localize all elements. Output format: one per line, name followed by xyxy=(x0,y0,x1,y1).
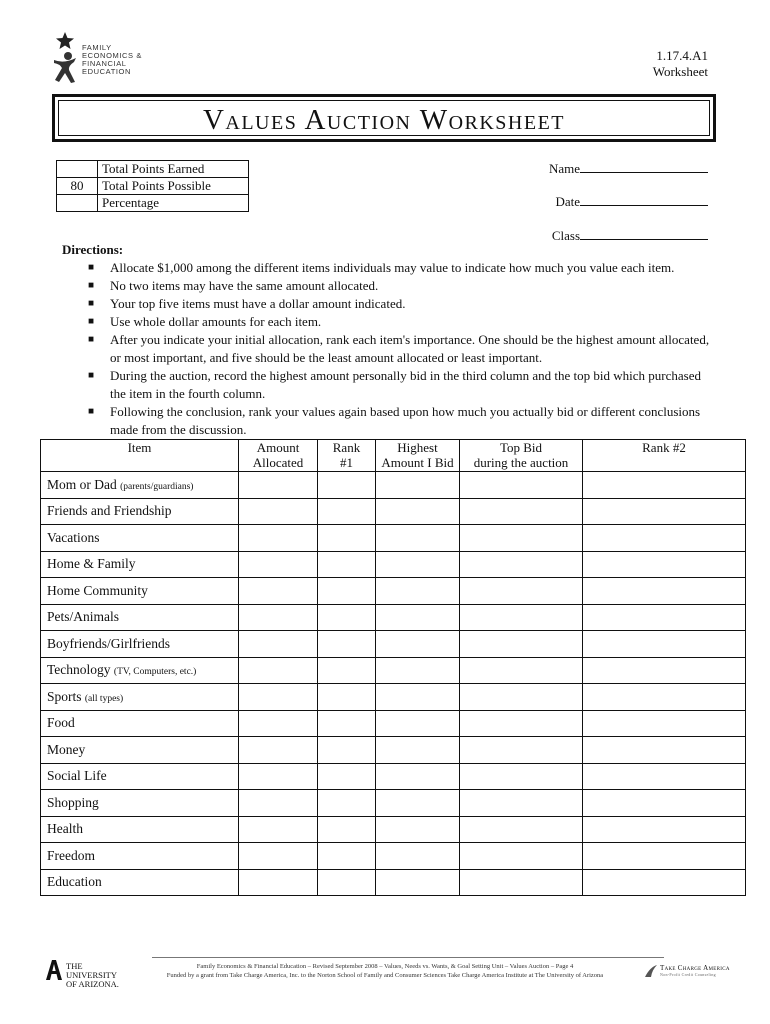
sponsor-name: Take Charge America xyxy=(660,964,730,972)
points-value[interactable] xyxy=(57,195,98,212)
item-label: Social Life xyxy=(47,768,107,784)
direction-item: ■ Following the conclusion, rank your values again based upon how much you actually bid or different conclusions made from the discussion. xyxy=(88,404,701,437)
item-cell xyxy=(41,604,239,631)
highest-bid-cell[interactable] xyxy=(376,737,460,764)
date-field[interactable] xyxy=(555,193,708,210)
directions xyxy=(62,241,712,439)
item-label: Sports xyxy=(47,688,82,704)
table-header xyxy=(41,440,746,472)
footer-line-2: Funded by a grant from Take Charge America, Inc. to the Norton School of Family and Consumer Sciences Take Charge America Institute at The University of Arizona xyxy=(166,972,604,979)
item-label: Pets/Animals xyxy=(47,609,120,625)
values-table xyxy=(40,439,746,896)
top-bid-cell[interactable] xyxy=(460,604,583,631)
top-bid-cell[interactable] xyxy=(460,816,583,843)
points-row xyxy=(57,195,249,212)
amount-allocated-cell[interactable] xyxy=(239,631,318,658)
top-bid-cell[interactable] xyxy=(460,551,583,578)
university-name: THE UNIVERSITY xyxy=(66,961,117,980)
rank-2-cell[interactable] xyxy=(583,816,746,843)
page-title: Values Auction Worksheet xyxy=(202,104,566,136)
direction-item: ■ Use whole dollar amounts for each item. xyxy=(88,314,322,329)
highest-bid-cell[interactable] xyxy=(376,551,460,578)
star-figure-icon xyxy=(48,30,82,86)
rank-2-cell[interactable] xyxy=(583,498,746,525)
table-row xyxy=(41,684,746,711)
class-label: Class xyxy=(551,228,580,243)
item-label: Shopping xyxy=(47,794,99,810)
top-bid-cell[interactable] xyxy=(460,657,583,684)
top-bid-cell[interactable] xyxy=(460,631,583,658)
rank-1-cell[interactable] xyxy=(318,737,376,764)
doc-type: Worksheet xyxy=(652,64,708,79)
item-label: Technology xyxy=(47,662,111,678)
bullet-icon: ■ xyxy=(88,316,95,327)
footer-line-1: Family Economics & Financial Education – Revised September 2008 – Values, Needs vs. Wants, & Goal Setting Unit – Values Auction – Page 4 xyxy=(196,963,574,970)
points-label: Total Points Possible xyxy=(98,178,249,195)
item-cell xyxy=(41,578,239,605)
sponsor-swoosh-icon xyxy=(644,963,658,979)
direction-item: ■ During the auction, record the highest amount personally bid in the third column and the top bid which purchased the item in the fourth column. xyxy=(88,368,701,401)
top-bid-cell[interactable] xyxy=(460,472,583,499)
amount-allocated-cell[interactable] xyxy=(239,498,318,525)
table-row xyxy=(41,604,746,631)
highest-bid-cell[interactable] xyxy=(376,472,460,499)
table-row xyxy=(41,790,746,817)
amount-allocated-cell[interactable] xyxy=(239,551,318,578)
rank-2-cell[interactable] xyxy=(583,657,746,684)
table-row xyxy=(41,472,746,499)
table-row xyxy=(41,816,746,843)
item-label: Mom or Dad xyxy=(47,476,117,492)
col-rank-1: Rank #1 xyxy=(318,440,376,472)
top-bid-cell[interactable] xyxy=(460,578,583,605)
amount-allocated-cell[interactable] xyxy=(239,790,318,817)
footer-text xyxy=(140,962,630,980)
amount-allocated-cell[interactable] xyxy=(239,525,318,552)
rank-2-cell[interactable] xyxy=(583,604,746,631)
highest-bid-cell[interactable] xyxy=(376,498,460,525)
col-amount-allocated: Amount Allocated xyxy=(239,440,318,472)
org-line: FINANCIAL xyxy=(82,59,127,68)
item-label: Home Community xyxy=(47,582,148,598)
rank-2-cell[interactable] xyxy=(583,578,746,605)
amount-allocated-cell[interactable] xyxy=(239,763,318,790)
university-name: OF ARIZONA. xyxy=(66,979,119,989)
directions-list xyxy=(62,259,712,439)
points-row xyxy=(57,161,249,178)
rank-2-cell[interactable] xyxy=(583,843,746,870)
top-bid-cell[interactable] xyxy=(460,869,583,896)
rank-1-cell[interactable] xyxy=(318,684,376,711)
name-field[interactable] xyxy=(549,160,708,177)
amount-allocated-cell[interactable] xyxy=(239,737,318,764)
rank-2-cell[interactable] xyxy=(583,551,746,578)
bullet-icon: ■ xyxy=(88,406,95,417)
rank-1-cell[interactable] xyxy=(318,843,376,870)
item-cell xyxy=(41,763,239,790)
rank-2-cell[interactable] xyxy=(583,763,746,790)
rank-1-cell[interactable] xyxy=(318,525,376,552)
amount-allocated-cell[interactable] xyxy=(239,816,318,843)
amount-allocated-cell[interactable] xyxy=(239,684,318,711)
item-cell xyxy=(41,869,239,896)
doc-number: 1.17.4.A1 xyxy=(656,48,708,63)
name-label: Name xyxy=(548,161,580,176)
amount-allocated-cell[interactable] xyxy=(239,843,318,870)
rank-2-cell[interactable] xyxy=(583,684,746,711)
rank-1-cell[interactable] xyxy=(318,763,376,790)
direction-item: ■ After you indicate your initial allocation, rank each item's importance. One should be the highest amount allocated, or most important, and five should be the least amount allocated or least important. xyxy=(88,332,710,365)
item-label: Education xyxy=(47,874,102,890)
table-row xyxy=(41,551,746,578)
amount-allocated-cell[interactable] xyxy=(239,604,318,631)
item-cell xyxy=(41,684,239,711)
table-row xyxy=(41,843,746,870)
rank-2-cell[interactable] xyxy=(583,790,746,817)
item-cell xyxy=(41,710,239,737)
points-label: Total Points Earned xyxy=(98,161,249,178)
item-cell xyxy=(41,525,239,552)
direction-item: ■ No two items may have the same amount allocated. xyxy=(88,278,379,293)
rank-1-cell[interactable] xyxy=(318,631,376,658)
top-bid-cell[interactable] xyxy=(460,498,583,525)
rank-1-cell[interactable] xyxy=(318,498,376,525)
table-row xyxy=(41,578,746,605)
item-cell xyxy=(41,551,239,578)
org-line: FAMILY xyxy=(82,43,112,52)
rank-2-cell[interactable] xyxy=(583,869,746,896)
amount-allocated-cell[interactable] xyxy=(239,710,318,737)
direction-item: ■ Allocate $1,000 among the different items individuals may value to indicate how much you value each item. xyxy=(88,260,675,275)
rank-1-cell[interactable] xyxy=(318,790,376,817)
item-note: (parents/guardians) xyxy=(120,481,194,492)
item-cell xyxy=(41,631,239,658)
table-row xyxy=(41,631,746,658)
highest-bid-cell[interactable] xyxy=(376,525,460,552)
item-label: Vacations xyxy=(47,529,100,545)
top-bid-cell[interactable] xyxy=(460,737,583,764)
item-label: Friends and Friendship xyxy=(47,503,172,519)
points-table xyxy=(56,160,249,212)
points-value[interactable] xyxy=(57,161,98,178)
table-row xyxy=(41,737,746,764)
col-top-bid: Top Bid during the auction xyxy=(460,440,583,472)
table-row xyxy=(41,763,746,790)
top-bid-cell[interactable] xyxy=(460,763,583,790)
item-cell xyxy=(41,816,239,843)
item-cell xyxy=(41,737,239,764)
table-row xyxy=(41,710,746,737)
item-cell xyxy=(41,498,239,525)
fefe-logo xyxy=(48,30,158,86)
amount-allocated-cell[interactable] xyxy=(239,472,318,499)
item-cell xyxy=(41,790,239,817)
org-line: EDUCATION xyxy=(82,67,132,76)
col-rank-2: Rank #2 xyxy=(583,440,746,472)
rank-1-cell[interactable] xyxy=(318,578,376,605)
top-bid-cell[interactable] xyxy=(460,790,583,817)
item-label: Boyfriends/Girlfriends xyxy=(47,635,170,651)
rank-2-cell[interactable] xyxy=(583,631,746,658)
take-charge-america-logo xyxy=(644,963,744,981)
item-label: Home & Family xyxy=(47,556,136,572)
highest-bid-cell[interactable] xyxy=(376,604,460,631)
table-row xyxy=(41,498,746,525)
university-logo xyxy=(44,958,134,989)
highest-bid-cell[interactable] xyxy=(376,869,460,896)
directions-heading: Directions: xyxy=(62,242,124,257)
item-cell xyxy=(41,657,239,684)
item-note: (TV, Computers, etc.) xyxy=(113,667,197,678)
bullet-icon: ■ xyxy=(88,370,95,381)
col-item: Item xyxy=(41,440,239,472)
org-line: ECONOMICS & xyxy=(82,51,142,60)
rank-1-cell[interactable] xyxy=(318,816,376,843)
rank-1-cell[interactable] xyxy=(318,710,376,737)
points-row xyxy=(57,178,249,195)
rank-1-cell[interactable] xyxy=(318,604,376,631)
bullet-icon: ■ xyxy=(88,298,95,309)
top-bid-cell[interactable] xyxy=(460,710,583,737)
table-row xyxy=(41,657,746,684)
rank-2-cell[interactable] xyxy=(583,472,746,499)
table-row xyxy=(41,525,746,552)
bullet-icon: ■ xyxy=(88,262,95,273)
rank-1-cell[interactable] xyxy=(318,869,376,896)
highest-bid-cell[interactable] xyxy=(376,657,460,684)
sponsor-subtitle: Non-Profit Credit Counseling xyxy=(660,972,716,977)
highest-bid-cell[interactable] xyxy=(376,843,460,870)
rank-1-cell[interactable] xyxy=(318,472,376,499)
footer-divider xyxy=(152,957,664,958)
item-label: Money xyxy=(47,741,86,757)
rank-1-cell[interactable] xyxy=(318,551,376,578)
col-highest-bid: Highest Amount I Bid xyxy=(376,440,460,472)
points-label: Percentage xyxy=(98,195,249,212)
item-label: Food xyxy=(47,715,75,731)
item-cell xyxy=(41,843,239,870)
item-cell xyxy=(41,472,239,499)
amount-allocated-cell[interactable] xyxy=(239,657,318,684)
highest-bid-cell[interactable] xyxy=(376,763,460,790)
highest-bid-cell[interactable] xyxy=(376,578,460,605)
university-a-icon xyxy=(44,958,64,982)
highest-bid-cell[interactable] xyxy=(376,684,460,711)
top-bid-cell[interactable] xyxy=(460,684,583,711)
highest-bid-cell[interactable] xyxy=(376,816,460,843)
rank-2-cell[interactable] xyxy=(583,737,746,764)
item-label: Health xyxy=(47,821,83,837)
rank-1-cell[interactable] xyxy=(318,657,376,684)
points-value: 80 xyxy=(57,178,98,195)
highest-bid-cell[interactable] xyxy=(376,631,460,658)
direction-item: ■ Your top five items must have a dollar amount indicated. xyxy=(88,296,406,311)
bullet-icon: ■ xyxy=(88,334,95,345)
document-id xyxy=(653,48,708,80)
bullet-icon: ■ xyxy=(88,280,95,291)
top-bid-cell[interactable] xyxy=(460,525,583,552)
amount-allocated-cell[interactable] xyxy=(239,578,318,605)
rank-2-cell[interactable] xyxy=(583,710,746,737)
table-row xyxy=(41,869,746,896)
highest-bid-cell[interactable] xyxy=(376,790,460,817)
date-label: Date xyxy=(555,194,580,209)
top-bid-cell[interactable] xyxy=(460,843,583,870)
item-note: (all types) xyxy=(84,693,124,704)
rank-2-cell[interactable] xyxy=(583,525,746,552)
amount-allocated-cell[interactable] xyxy=(239,869,318,896)
item-label: Freedom xyxy=(47,847,95,863)
highest-bid-cell[interactable] xyxy=(376,710,460,737)
title-box xyxy=(52,94,716,142)
